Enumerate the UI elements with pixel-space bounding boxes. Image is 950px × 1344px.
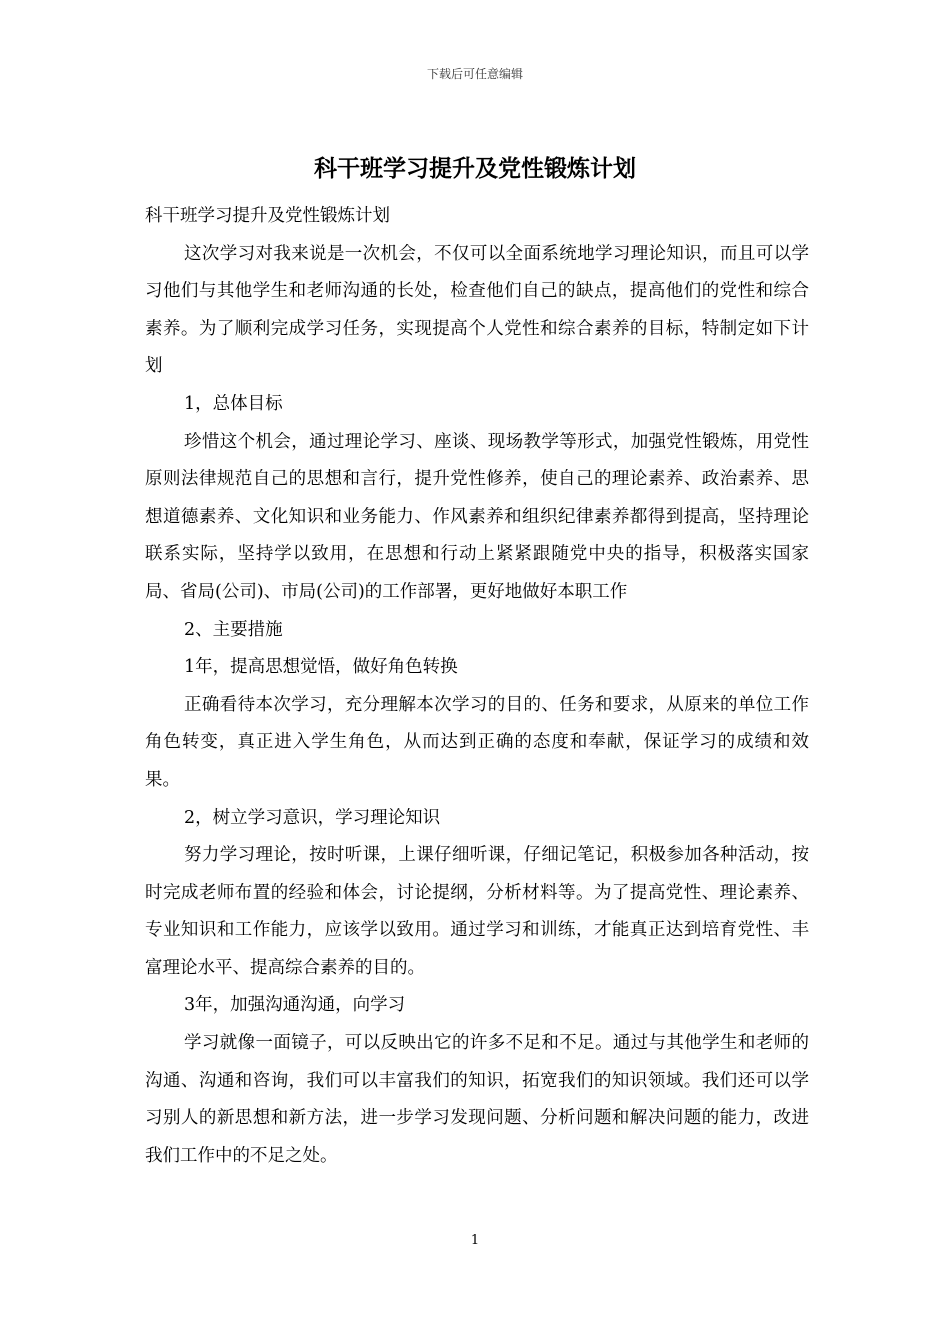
paragraph-overall-goal: 珍惜这个机会，通过理论学习、座谈、现场教学等形式，加强党性锻炼，用党性原则法律规范自己的思想和言行，提升党性修养，使自己的理论素养、政治素养、思想道德素养、文化知识和业务能力、作风素养和组织纪律素养都得到提高，坚持理论联系实际，坚持学以致用，在思想和行动上紧紧跟随党中央的指导，积极落实国家局、省局(公司)、市局(公司)的工作部署，更好地做好本职工作: [145, 431, 809, 602]
subheading-measure-2: 2，树立学习意识，学习理论知识: [184, 807, 441, 828]
paragraph-measure-2: 努力学习理论，按时听课，上课仔细听课，仔细记笔记，积极参加各种活动，按时完成老师布置的经验和体会，讨论提纲，分析材料等。为了提高党性、理论素养、专业知识和工作能力，应该学以致用。通过学习和训练，才能真正达到培育党性、丰富理论水平、提高综合素养的目的。: [145, 845, 809, 978]
header-note: 下载后可任意编辑: [426, 67, 523, 81]
subheading-measure-1: 1年，提高思想觉悟，做好角色转换: [184, 657, 458, 678]
paragraph-subtitle: 科干班学习提升及党性锻炼计划: [145, 206, 390, 226]
document-body: [145, 198, 809, 1175]
subheading-measure-3: 3年，加强沟通沟通，向学习: [184, 995, 406, 1016]
document-title: 科干班学习提升及党性锻炼计划: [314, 155, 636, 182]
paragraph-measure-1: 正确看待本次学习，充分理解本次学习的目的、任务和要求，从原来的单位工作角色转变，真正进入学生角色，从而达到正确的态度和奉献，保证学习的成绩和效果。: [145, 694, 809, 790]
paragraph-intro: 这次学习对我来说是一次机会，不仅可以全面系统地学习理论知识，而且可以学习他们与其他学生和老师沟通的长处，检查他们自己的缺点，提高他们的党性和综合素养。为了顺利完成学习任务，实现提高个人党性和综合素养的目标，特制定如下计划: [145, 243, 809, 377]
section-heading-overall-goal: 1，总体目标: [184, 393, 283, 414]
paragraph-measure-3: 学习就像一面镜子，可以反映出它的许多不足和不足。通过与其他学生和老师的沟通、沟通和咨询，我们可以丰富我们的知识，拓宽我们的知识领域。我们还可以学习别人的新思想和新方法，进一步学习发现问题、分析问题和解决问题的能力，改进我们工作中的不足之处。: [145, 1033, 809, 1166]
page-number: 1: [470, 1233, 480, 1248]
section-heading-main-measures: 2、主要措施: [184, 619, 283, 640]
